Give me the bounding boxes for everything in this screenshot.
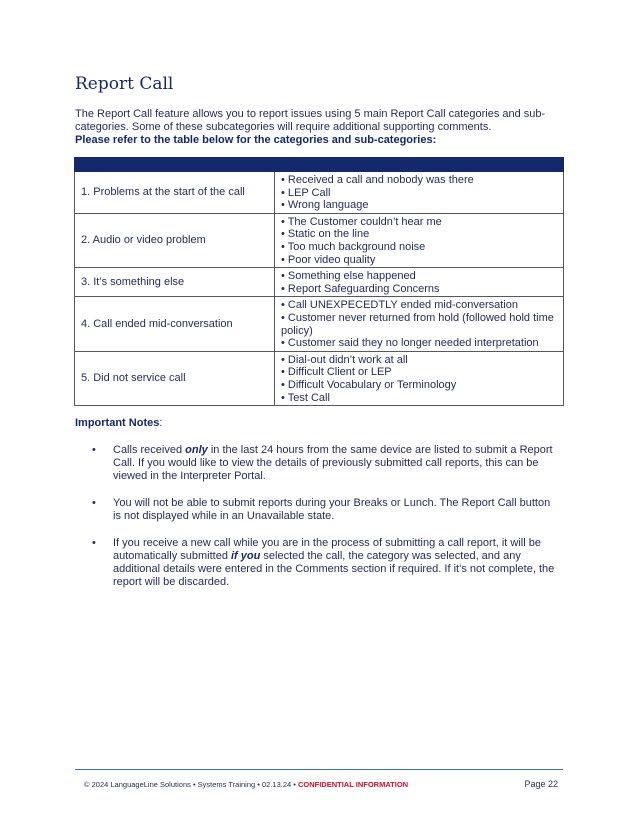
table-row	[75, 297, 564, 351]
intro-paragraph: The Report Call feature allows you to report issues using 5 main Report Call categories and sub-categories. Some of these subcategories will require additional supporting comments.	[75, 108, 546, 133]
subcategory-cell	[275, 268, 564, 297]
list-item	[75, 444, 555, 483]
note-emphasis: only	[185, 444, 208, 456]
subcategory-item: • Test Call	[281, 391, 330, 404]
table-row	[75, 172, 564, 214]
subcategory-item: • Customer said they no longer needed interpretation	[281, 337, 539, 350]
subcategory-item: • Call UNEXPECEDTLY ended mid-conversation	[281, 299, 518, 312]
list-item	[75, 537, 555, 589]
notes-heading	[75, 417, 162, 429]
subcategory-item: • Dial-out didn’t work at all	[281, 353, 408, 366]
category-cell: 5. Did not service call	[75, 351, 275, 405]
subcategory-item: • Received a call and nobody was there	[281, 174, 474, 186]
category-cell: 3. It’s something else	[75, 268, 275, 297]
subcategory-item: • Something else happened	[281, 270, 416, 283]
footer-copyright: © 2024 LanguageLine Solutions • Systems Training • 02.13.24 •	[84, 780, 298, 789]
note-text: You will not be able to submit reports during your Breaks or Lunch. The Report Call button is not displayed while in an Unavailable state.	[113, 497, 551, 522]
table-row	[75, 351, 564, 405]
bullet-icon: •	[92, 537, 96, 549]
confidential-label: CONFIDENTIAL INFORMATION	[297, 780, 409, 789]
categories-table	[74, 157, 564, 406]
subcategory-cell	[275, 213, 564, 267]
table-header-cell	[275, 158, 564, 172]
note-emphasis: if you	[231, 550, 261, 562]
list-item	[75, 497, 555, 523]
subcategory-item: • Wrong language	[281, 199, 369, 212]
subcategory-cell	[275, 172, 564, 214]
subcategory-item: • The Customer couldn’t hear me	[281, 215, 442, 228]
category-cell: 2. Audio or video problem	[75, 213, 275, 267]
subcategory-item: • LEP Call	[281, 186, 331, 199]
table-header-row	[75, 158, 564, 172]
subcategory-item: • Too much background noise	[281, 240, 426, 253]
subcategory-item: • Report Safeguarding Concerns	[281, 282, 440, 295]
category-cell: 1. Problems at the start of the call	[75, 172, 275, 214]
note-text: Calls received	[113, 444, 186, 456]
subcategory-item: • Customer never returned from hold (followed hold time policy)	[281, 311, 554, 337]
table-header-cell	[75, 158, 275, 172]
page-title: Report Call	[75, 74, 174, 94]
table-instruction: Please refer to the table below for the categories and sub-categories:	[75, 134, 437, 146]
subcategory-item: • Static on the line	[281, 228, 370, 241]
page-number: Page 22	[524, 779, 558, 789]
bullet-icon: •	[92, 497, 96, 509]
note-text: selected the call, the category was selected, and any additional details were entered in the Comments section if required. If it’s not complete, the report will be discarded.	[113, 550, 555, 588]
subcategory-cell	[275, 351, 564, 405]
table-row	[75, 268, 564, 297]
note-text: If you receive a new call while you are in the process of submitting a call report, it will be automatically submitted	[113, 537, 541, 562]
note-text: in the last 24 hours from the same device are listed to submit a Report Call. If you would like to view the details of previously submitted call reports, this can be viewed in the Interpreter Portal.	[113, 444, 553, 482]
notes-list	[75, 444, 555, 603]
category-cell: 4. Call ended mid-conversation	[75, 297, 275, 351]
subcategory-item: • Difficult Client or LEP	[281, 366, 392, 379]
table-row	[75, 213, 564, 267]
subcategory-cell	[275, 297, 564, 351]
subcategory-item: • Difficult Vocabulary or Terminology	[281, 378, 457, 391]
footer-divider	[75, 769, 563, 770]
footer-text	[84, 780, 408, 789]
notes-heading-label: Important Notes	[75, 417, 160, 429]
bullet-icon: •	[92, 444, 96, 456]
notes-heading-colon: :	[159, 417, 163, 429]
subcategory-item: • Poor video quality	[281, 253, 376, 266]
